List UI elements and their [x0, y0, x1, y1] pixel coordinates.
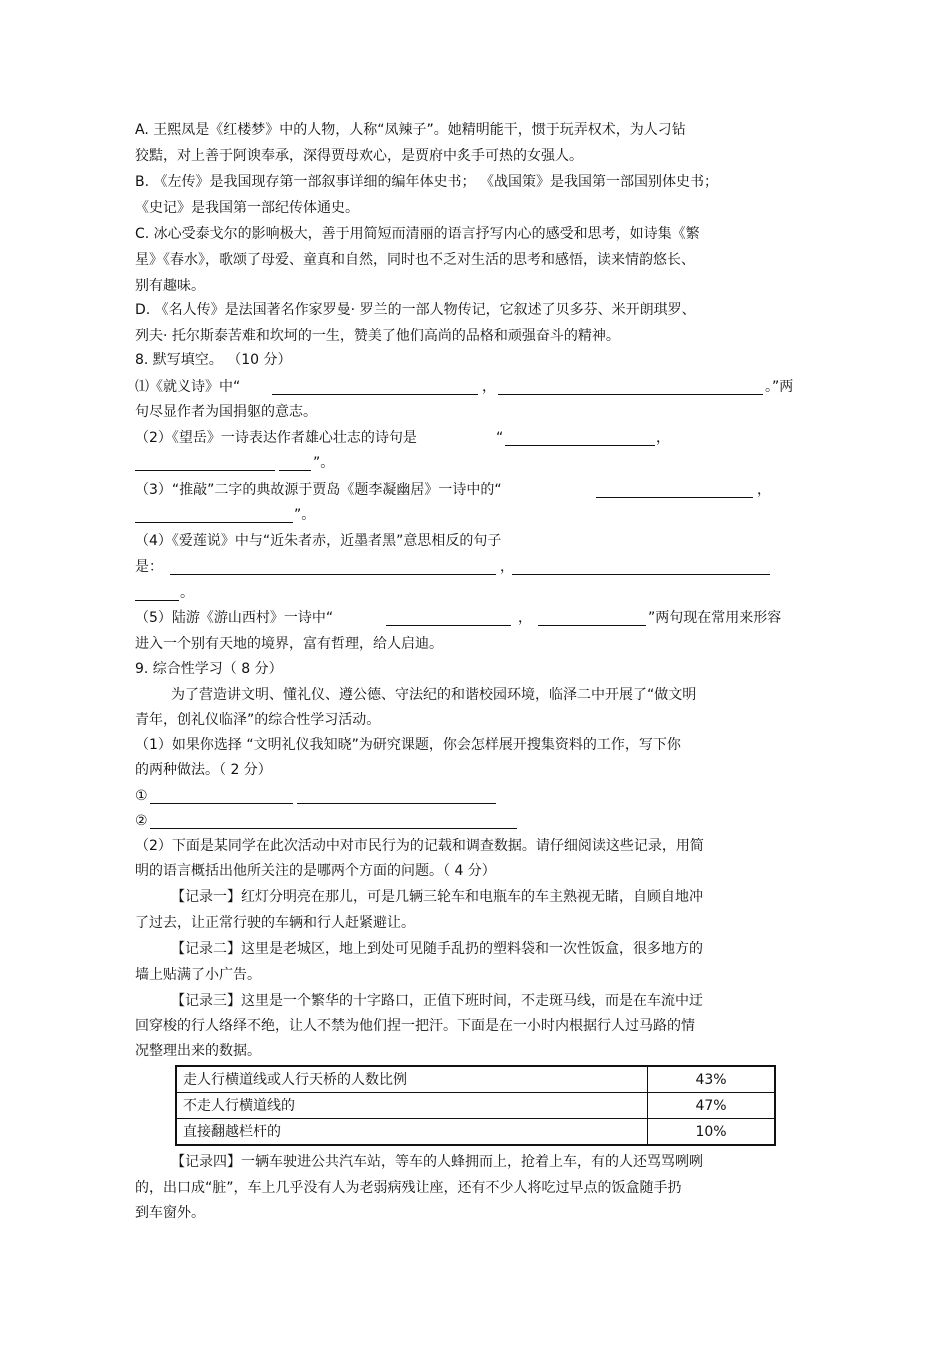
blank-line[interactable] — [297, 789, 496, 804]
blank-line[interactable] — [135, 456, 275, 471]
record-3-line3: 况整理出来的数据。 — [135, 1043, 261, 1059]
q8-part4-text: （4）《爱莲说》中与“近朱者赤，近墨者黑”意思相反的句子 — [135, 533, 502, 549]
q9-sub2-line2: 明的语言概括出他所关注的是哪两个方面的问题。（ 4 分） — [135, 863, 496, 879]
q8-part2-text: （2）《望岳》一诗表达作者雄心壮志的诗句是 — [135, 430, 417, 446]
blank-line[interactable] — [272, 380, 478, 395]
option-c-line2: 星》《春水》，歌颂了母爱、童真和自然，同时也不乏对生活的思考和感悟，读来情韵悠长、 — [135, 252, 695, 268]
table-cell-value: 43% — [648, 1066, 776, 1093]
punctuation: 。”两 — [765, 379, 794, 395]
punctuation: ， — [482, 379, 496, 395]
q9-intro-line1: 为了营造讲文明、懂礼仪、遵公德、守法纪的和谐校园环境，临泽二中开展了“做文明 — [171, 687, 697, 703]
table-cell-label: 不走人行横道线的 — [176, 1093, 648, 1119]
option-a-line2: 狡黠，对上善于阿谀奉承，深得贾母欢心，是贾府中炙手可热的女强人。 — [135, 148, 583, 164]
record-4-line3: 到车窗外。 — [135, 1205, 205, 1221]
option-b-line2: 《史记》是我国第一部纪传体通史。 — [135, 200, 359, 216]
q9-sub2-line1: （2）下面是某同学在此次活动中对市民行为的记载和调查数据。请仔细阅读这些记录，用简 — [135, 838, 704, 854]
record-4-line1: 【记录四】一辆车驶进公共汽车站，等车的人蜂拥而上，抢着上车，有的人还骂骂咧咧 — [171, 1154, 703, 1170]
blank-line[interactable] — [150, 789, 293, 804]
table-cell-label: 走人行横道线或人行天桥的人数比例 — [176, 1066, 648, 1093]
option-c-line3: 别有趣味。 — [135, 278, 205, 294]
q9-sub1-line1: （1）如果你选择 “文明礼仪我知晓”为研究课题，你会怎样展开搜集资料的工作，写下你 — [135, 737, 681, 753]
punctuation: “ — [496, 430, 504, 446]
record-2-line2: 墙上贴满了小广告。 — [135, 967, 261, 983]
punctuation: ， — [518, 610, 532, 626]
table-row — [176, 1093, 775, 1119]
q8-part4-text-cont: 是： — [135, 559, 163, 575]
table-row — [176, 1066, 775, 1093]
blank-line[interactable] — [512, 560, 770, 575]
record-3-line2: 回穿梭的行人络绎不绝，让人不禁为他们捏一把汗。下面是在一小时内根据行人过马路的情 — [135, 1018, 695, 1034]
record-1-line2: 了过去，让正常行驶的车辆和行人赶紧避让。 — [135, 915, 415, 931]
q8-part5-text-end: ”两句现在常用来形容 — [648, 610, 782, 626]
q9-sub1-line2: 的两种做法。（ 2 分） — [135, 762, 272, 778]
option-b-line1: B. 《左传》是我国现存第一部叙事详细的编年体史书； 《战国策》是我国第一部国别体史书； — [135, 174, 718, 190]
blank-line[interactable] — [538, 611, 646, 626]
q9-intro-line2: 青年，创礼仪临泽”的综合性学习活动。 — [135, 712, 381, 728]
punctuation: ， — [500, 559, 514, 575]
blank-line[interactable] — [386, 611, 511, 626]
q8-part5-text: （5）陆游《游山西村》一诗中“ — [135, 610, 334, 626]
option-c-line1: C. 冰心受泰戈尔的影响极大，善于用简短而清丽的语言抒写内心的感受和思考，如诗集《繁 — [135, 226, 700, 242]
table-cell-label: 直接翻越栏杆的 — [176, 1119, 648, 1146]
table-row — [176, 1119, 775, 1146]
table-cell-value: 10% — [648, 1119, 776, 1146]
blank-line[interactable] — [170, 560, 496, 575]
punctuation: ”。 — [294, 507, 316, 523]
option-d-line1: D. 《名人传》是法国著名作家罗曼· 罗兰的一部人物传记，它叙述了贝多芬、米开朗琪罗、 — [135, 302, 696, 318]
answer-marker-2: ② — [135, 813, 148, 829]
option-d-line2: 列夫· 托尔斯泰苦难和坎坷的一生，赞美了他们高尚的品格和顽强奋斗的精神。 — [135, 328, 620, 344]
blank-line[interactable] — [505, 431, 655, 446]
blank-line[interactable] — [135, 586, 179, 601]
record-3-line1: 【记录三】这里是一个繁华的十字路口，正值下班时间，不走斑马线，而是在车流中迂 — [171, 993, 703, 1009]
pedestrian-data-table — [175, 1065, 776, 1146]
record-1-line1: 【记录一】红灯分明亮在那儿，可是几辆三轮车和电瓶车的车主熟视无睹，自顾自地冲 — [171, 889, 703, 905]
option-a-line1: A. 王熙凤是《红楼梦》中的人物，人称“凤辣子”。她精明能干，惯于玩弄权术，为人刁钻 — [135, 122, 686, 138]
record-2-line1: 【记录二】这里是老城区，地上到处可见随手乱扔的塑料袋和一次性饭盒，很多地方的 — [171, 941, 703, 957]
blank-line[interactable] — [596, 483, 753, 498]
q8-part5-text-cont: 进入一个别有天地的境界，富有哲理，给人启迪。 — [135, 636, 443, 652]
punctuation: ， — [757, 482, 771, 498]
q8-part1-text: ⑴《就义诗》中“ — [135, 379, 241, 395]
q8-part1-text-cont: 句尽显作者为国捐躯的意志。 — [135, 404, 317, 420]
blank-line[interactable] — [135, 508, 293, 523]
answer-marker-1: ① — [135, 788, 148, 804]
table-cell-value: 47% — [648, 1093, 776, 1119]
q8-part3-text: （3）“推敲”二字的典故源于贾岛《题李凝幽居》一诗中的“ — [135, 482, 502, 498]
punctuation: 。 — [180, 585, 194, 601]
blank-line[interactable] — [279, 456, 311, 471]
punctuation: ， — [656, 430, 670, 446]
q8-title: 8. 默写填空。 （10 分） — [135, 352, 292, 368]
q9-title: 9. 综合性学习（ 8 分） — [135, 661, 283, 677]
record-4-line2: 的，出口成“脏”，车上几乎没有人为老弱病残让座，还有不少人将吃过早点的饭盒随手扔 — [135, 1180, 682, 1196]
blank-line[interactable] — [498, 380, 763, 395]
punctuation: ”。 — [313, 455, 335, 471]
blank-line[interactable] — [150, 814, 517, 829]
